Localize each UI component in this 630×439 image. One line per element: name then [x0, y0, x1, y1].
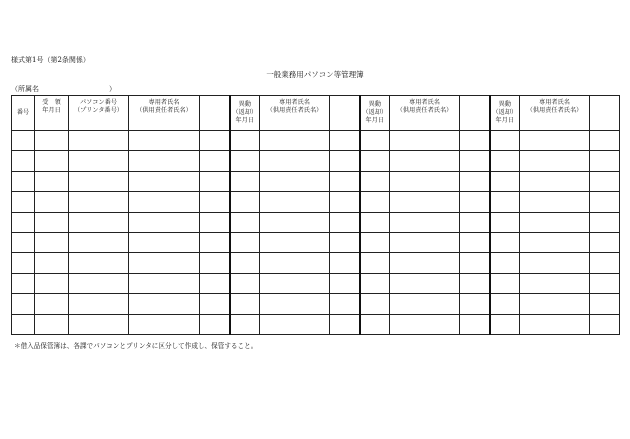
table-cell[interactable] [200, 212, 230, 232]
table-cell[interactable] [590, 314, 620, 334]
table-cell[interactable] [129, 253, 200, 273]
table-cell[interactable] [390, 192, 460, 212]
table-cell[interactable] [520, 294, 590, 314]
table-cell[interactable] [520, 151, 590, 171]
table-cell[interactable] [590, 212, 620, 232]
table-cell[interactable] [460, 151, 490, 171]
table-cell[interactable] [230, 212, 260, 232]
table-cell[interactable] [590, 253, 620, 273]
table-row [12, 314, 620, 334]
table-cell[interactable] [12, 212, 35, 232]
table-cell[interactable] [330, 171, 360, 191]
header-user-name-1: 専用者氏名 （供用責任者氏名） [260, 96, 330, 131]
header-transfer-date-2: 異動 （返却） 年月日 [360, 96, 390, 131]
table-cell[interactable] [520, 232, 590, 252]
table-cell[interactable] [35, 314, 69, 334]
table-cell[interactable] [12, 294, 35, 314]
table-cell[interactable] [200, 232, 230, 252]
table-cell[interactable] [260, 131, 330, 151]
table-cell[interactable] [360, 171, 390, 191]
table-cell[interactable] [520, 131, 590, 151]
table-cell[interactable] [12, 171, 35, 191]
header-blank [590, 96, 620, 131]
table-cell[interactable] [460, 314, 490, 334]
header-row [12, 96, 620, 131]
table-cell[interactable] [490, 273, 520, 293]
table-cell[interactable] [490, 294, 520, 314]
table-cell[interactable] [490, 131, 520, 151]
table-row [12, 131, 620, 151]
table-row [12, 294, 620, 314]
table-cell[interactable] [330, 212, 360, 232]
table-cell[interactable] [330, 273, 360, 293]
table-cell[interactable] [330, 253, 360, 273]
table-cell[interactable] [360, 192, 390, 212]
table-cell[interactable] [129, 192, 200, 212]
table-cell[interactable] [390, 314, 460, 334]
table-cell[interactable] [490, 151, 520, 171]
table-cell[interactable] [69, 171, 129, 191]
table-cell[interactable] [200, 192, 230, 212]
table-cell[interactable] [12, 151, 35, 171]
table-cell[interactable] [69, 273, 129, 293]
table-cell[interactable] [460, 131, 490, 151]
table-cell[interactable] [390, 232, 460, 252]
table-cell[interactable] [520, 171, 590, 191]
table-cell[interactable] [200, 151, 230, 171]
table-row [12, 192, 620, 212]
table-cell[interactable] [230, 314, 260, 334]
table-cell[interactable] [330, 314, 360, 334]
table-cell[interactable] [200, 273, 230, 293]
page-title: 一般業務用パソコン等管理簿 [266, 70, 364, 79]
table-cell[interactable] [590, 273, 620, 293]
table-cell[interactable] [330, 131, 360, 151]
table-cell[interactable] [12, 131, 35, 151]
header-user-name: 専用者氏名 （供用責任者氏名） [129, 96, 200, 131]
table-cell[interactable] [69, 294, 129, 314]
table-body [12, 131, 620, 335]
table-cell[interactable] [360, 151, 390, 171]
table-cell[interactable] [460, 212, 490, 232]
table-cell[interactable] [12, 273, 35, 293]
table-cell[interactable] [360, 294, 390, 314]
header-transfer-date-1: 異動 （返却） 年月日 [230, 96, 260, 131]
table-cell[interactable] [520, 212, 590, 232]
header-received-date: 受 領 年月日 [35, 96, 69, 131]
table-cell[interactable] [230, 253, 260, 273]
table-cell[interactable] [200, 171, 230, 191]
table-cell[interactable] [35, 151, 69, 171]
table-cell[interactable] [390, 131, 460, 151]
table-cell[interactable] [69, 192, 129, 212]
table-cell[interactable] [520, 314, 590, 334]
table-cell[interactable] [460, 171, 490, 191]
table-cell[interactable] [230, 232, 260, 252]
table-cell[interactable] [360, 253, 390, 273]
table-cell[interactable] [490, 314, 520, 334]
table-cell[interactable] [330, 232, 360, 252]
table-cell[interactable] [12, 232, 35, 252]
management-table [11, 95, 620, 335]
table-cell[interactable] [69, 314, 129, 334]
table-cell[interactable] [35, 171, 69, 191]
table-cell[interactable] [12, 253, 35, 273]
table-cell[interactable] [129, 131, 200, 151]
table-cell[interactable] [69, 253, 129, 273]
footnote: ＊借入品保管簿は、各課でパソコンとプリンタに区分して作成し、保管すること。 [14, 342, 258, 350]
table-cell[interactable] [260, 171, 330, 191]
table-cell[interactable] [230, 192, 260, 212]
table-cell[interactable] [360, 131, 390, 151]
table-row [12, 151, 620, 171]
table-cell[interactable] [520, 273, 590, 293]
table-cell[interactable] [69, 151, 129, 171]
table-cell[interactable] [390, 151, 460, 171]
table-cell[interactable] [69, 131, 129, 151]
header-user-name-3: 専用者氏名 （供用責任者氏名） [520, 96, 590, 131]
table-cell[interactable] [12, 192, 35, 212]
table-cell[interactable] [35, 192, 69, 212]
department-field [11, 86, 116, 93]
table-cell[interactable] [230, 131, 260, 151]
table-cell[interactable] [460, 192, 490, 212]
table-cell[interactable] [490, 192, 520, 212]
department-close: ） [109, 85, 116, 93]
table-cell[interactable] [330, 151, 360, 171]
table-cell[interactable] [490, 171, 520, 191]
table-cell[interactable] [35, 294, 69, 314]
table-cell[interactable] [390, 294, 460, 314]
table-cell[interactable] [35, 131, 69, 151]
table-cell[interactable] [460, 294, 490, 314]
header-user-name-2: 専用者氏名 （供用責任者氏名） [390, 96, 460, 131]
header-blank [200, 96, 230, 131]
table-cell[interactable] [260, 273, 330, 293]
table-cell[interactable] [129, 151, 200, 171]
table-cell[interactable] [590, 171, 620, 191]
table-cell[interactable] [260, 151, 330, 171]
table-cell[interactable] [460, 273, 490, 293]
table-cell[interactable] [260, 232, 330, 252]
table-cell[interactable] [520, 192, 590, 212]
table-cell[interactable] [12, 314, 35, 334]
table-cell[interactable] [129, 232, 200, 252]
table-cell[interactable] [200, 294, 230, 314]
table-cell[interactable] [260, 253, 330, 273]
table-cell[interactable] [490, 253, 520, 273]
header-blank [460, 96, 490, 131]
table-cell[interactable] [520, 253, 590, 273]
table-cell[interactable] [230, 273, 260, 293]
table-cell[interactable] [490, 232, 520, 252]
table-row [12, 253, 620, 273]
table-cell[interactable] [230, 151, 260, 171]
department-label: （所属名 [11, 85, 39, 93]
table-cell[interactable] [230, 294, 260, 314]
header-pc-number: パソコン番号 （プリンタ番号） [69, 96, 129, 131]
table-cell[interactable] [129, 171, 200, 191]
table-cell[interactable] [360, 273, 390, 293]
table-cell[interactable] [590, 151, 620, 171]
table-cell[interactable] [260, 212, 330, 232]
table-row [12, 232, 620, 252]
table-cell[interactable] [260, 314, 330, 334]
table-cell[interactable] [390, 171, 460, 191]
table-cell[interactable] [460, 253, 490, 273]
table-cell[interactable] [129, 212, 200, 232]
table-cell[interactable] [35, 253, 69, 273]
table-cell[interactable] [490, 212, 520, 232]
table-cell[interactable] [390, 253, 460, 273]
table-cell[interactable] [330, 192, 360, 212]
table-cell[interactable] [360, 232, 390, 252]
table-cell[interactable] [69, 232, 129, 252]
table-cell[interactable] [200, 131, 230, 151]
table-cell[interactable] [129, 294, 200, 314]
table-cell[interactable] [590, 192, 620, 212]
table-cell[interactable] [200, 253, 230, 273]
table-row [12, 212, 620, 232]
table-cell[interactable] [35, 273, 69, 293]
table-cell[interactable] [330, 294, 360, 314]
table-cell[interactable] [390, 273, 460, 293]
table-cell[interactable] [230, 171, 260, 191]
table-cell[interactable] [35, 212, 69, 232]
header-number: 番号 [12, 96, 35, 131]
table-cell[interactable] [590, 294, 620, 314]
table-cell[interactable] [590, 232, 620, 252]
table-cell[interactable] [590, 131, 620, 151]
form-number: 様式第1号（第2条関係） [11, 56, 90, 64]
header-blank [330, 96, 360, 131]
table-cell[interactable] [260, 192, 330, 212]
table-cell[interactable] [129, 273, 200, 293]
table-cell[interactable] [460, 232, 490, 252]
table-row [12, 273, 620, 293]
table-cell[interactable] [360, 314, 390, 334]
table-cell[interactable] [35, 232, 69, 252]
table-cell[interactable] [360, 212, 390, 232]
table-cell[interactable] [260, 294, 330, 314]
table-cell[interactable] [200, 314, 230, 334]
table-row [12, 171, 620, 191]
table-cell[interactable] [69, 212, 129, 232]
header-transfer-date-3: 異動 （返却） 年月日 [490, 96, 520, 131]
table-cell[interactable] [390, 212, 460, 232]
table-cell[interactable] [129, 314, 200, 334]
